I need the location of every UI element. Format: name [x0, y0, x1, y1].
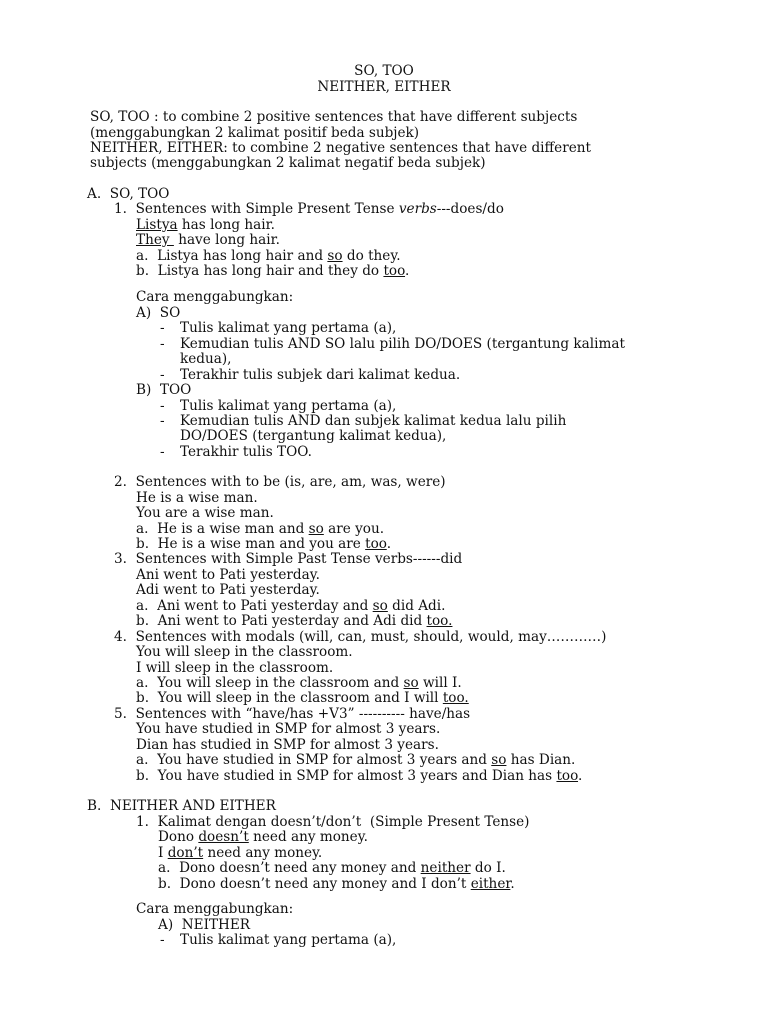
combined-sentence: a. Ani went to Pati yesterday and so did Adi.: [136, 598, 446, 614]
bullet-dash: -: [160, 367, 165, 383]
cara-heading: Cara menggabungkan:: [136, 901, 294, 917]
example-sentence: Dian has studied in SMP for almost 3 years.: [136, 737, 439, 753]
example-sentence: Dono doesn’t need any money.: [158, 829, 368, 845]
item-heading: 1. Sentences with Simple Present Tense verbs---does/do: [114, 201, 504, 217]
subheading-neither: A) NEITHER: [158, 917, 251, 933]
combined-sentence: b. Dono doesn’t need any money and I don’t either.: [158, 876, 515, 892]
intro-line: (menggabungkan 2 kalimat positif beda subjek): [90, 125, 420, 141]
bullet-dash: -: [160, 932, 165, 948]
bullet-text: Tulis kalimat yang pertama (a),: [180, 320, 397, 336]
intro-line: subjects (menggabungkan 2 kalimat negatif beda subjek): [90, 155, 486, 171]
section-b-heading: B. NEITHER AND EITHER: [87, 798, 276, 814]
cara-heading: Cara menggabungkan:: [136, 289, 294, 305]
example-sentence: He is a wise man.: [136, 490, 258, 506]
section-a-heading: A. SO, TOO: [87, 186, 170, 202]
bullet-text: Terakhir tulis subjek dari kalimat kedua.: [180, 367, 461, 383]
combined-sentence: b. He is a wise man and you are too.: [136, 536, 392, 552]
intro-line: SO, TOO : to combine 2 positive sentences that have different subjects: [90, 109, 578, 125]
example-sentence: Ani went to Pati yesterday.: [136, 567, 320, 583]
combined-sentence: b. Listya has long hair and they do too.: [136, 263, 410, 279]
bullet-text: Terakhir tulis TOO.: [180, 444, 312, 460]
example-sentence: Adi went to Pati yesterday.: [136, 582, 320, 598]
bullet-dash: -: [160, 444, 165, 460]
combined-sentence: b. You have studied in SMP for almost 3 years and Dian has too.: [136, 768, 583, 784]
example-sentence: I will sleep in the classroom.: [136, 660, 334, 676]
bullet-text: Kemudian tulis AND SO lalu pilih DO/DOES (tergantung kalimat: [180, 336, 625, 352]
bullet-text: DO/DOES (tergantung kalimat kedua),: [180, 428, 447, 444]
subheading-so: A) SO: [136, 305, 181, 321]
bullet-text: Kemudian tulis AND dan subjek kalimat kedua lalu pilih: [180, 413, 567, 429]
example-sentence: They have long hair.: [136, 232, 280, 248]
bullet-text: Tulis kalimat yang pertama (a),: [180, 932, 397, 948]
bullet-dash: -: [160, 320, 165, 336]
example-sentence: You are a wise man.: [136, 505, 274, 521]
item-heading: 1. Kalimat dengan doesn’t/don’t (Simple Present Tense): [136, 814, 530, 830]
bullet-dash: -: [160, 398, 165, 414]
bullet-text: Tulis kalimat yang pertama (a),: [180, 398, 397, 414]
bullet-text: kedua),: [180, 351, 232, 367]
combined-sentence: b. You will sleep in the classroom and I will too.: [136, 690, 469, 706]
item-heading: 4. Sentences with modals (will, can, must, should, would, may…………): [114, 629, 607, 645]
example-sentence: You will sleep in the classroom.: [136, 644, 353, 660]
item-heading: 2. Sentences with to be (is, are, am, was, were): [114, 474, 446, 490]
combined-sentence: a. Dono doesn’t need any money and neither do I.: [158, 860, 506, 876]
subheading-too: B) TOO: [136, 382, 192, 398]
title-neither-either: NEITHER, EITHER: [317, 79, 451, 95]
example-sentence: You have studied in SMP for almost 3 years.: [136, 721, 441, 737]
bullet-dash: -: [160, 336, 165, 352]
example-sentence: I don’t need any money.: [158, 845, 323, 861]
bullet-dash: -: [160, 413, 165, 429]
title-so-too: SO, TOO: [354, 63, 414, 79]
example-sentence: Listya has long hair.: [136, 217, 275, 233]
combined-sentence: a. You will sleep in the classroom and so will I.: [136, 675, 462, 691]
combined-sentence: a. He is a wise man and so are you.: [136, 521, 385, 537]
combined-sentence: a. You have studied in SMP for almost 3 years and so has Dian.: [136, 752, 576, 768]
combined-sentence: a. Listya has long hair and so do they.: [136, 248, 401, 264]
item-heading: 3. Sentences with Simple Past Tense verbs------did: [114, 551, 463, 567]
intro-line: NEITHER, EITHER: to combine 2 negative sentences that have different: [90, 140, 591, 156]
combined-sentence: b. Ani went to Pati yesterday and Adi did too.: [136, 613, 453, 629]
item-heading: 5. Sentences with “have/has +V3” ---------- have/has: [114, 706, 471, 722]
